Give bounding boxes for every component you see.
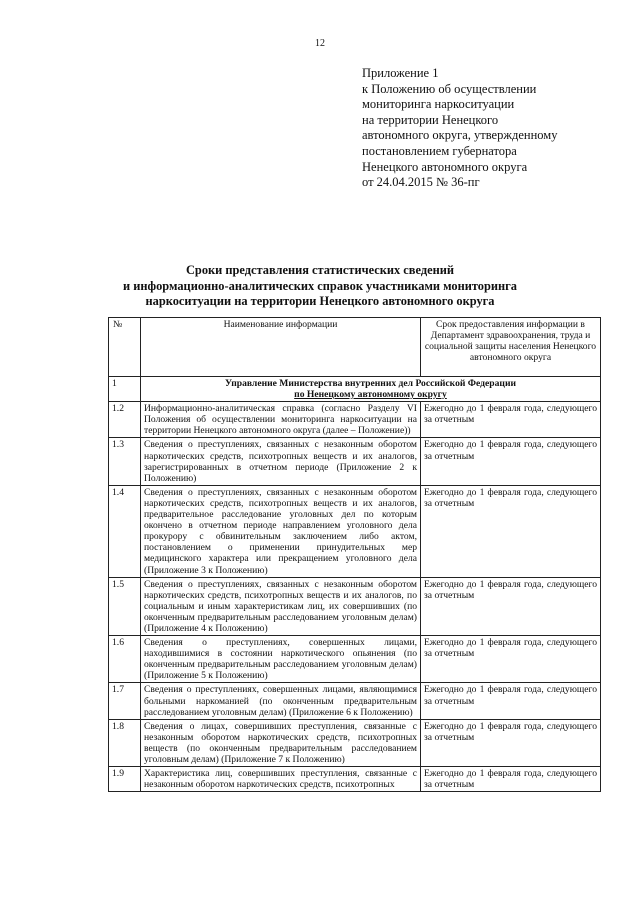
document-title [90, 263, 550, 310]
section-title-line: по Ненецкому автономному округу [294, 389, 447, 401]
row-number: 1.7 [109, 683, 141, 719]
row-term: Ежегодно до 1 февраля года, следующего за отчетным [421, 402, 601, 438]
row-number: 1.9 [109, 767, 141, 792]
row-number: 1.4 [109, 485, 141, 577]
appendix-line: Ненецкого автономного округа [362, 159, 528, 174]
title-line: и информационно-аналитических справок участниками мониторинга [123, 278, 517, 293]
row-term: Ежегодно до 1 февраля года, следующего за отчетным [421, 636, 601, 683]
table-row [109, 438, 601, 485]
appendix-line: на территории Ненецкого [362, 112, 499, 127]
row-term: Ежегодно до 1 февраля года, следующего за отчетным [421, 683, 601, 719]
title-line: Сроки представления статистических сведений [185, 263, 455, 277]
row-name: Сведения о преступлениях, связанных с незаконным оборотом наркотических средств, психотропных веществ и их аналогов, зарегистрированных в отчетном периоде (Приложение 2 к Положению) [141, 438, 421, 485]
appendix-line: от 24.04.2015 № 36-пг [362, 175, 480, 190]
table-row [109, 636, 601, 683]
row-term: Ежегодно до 1 февраля года, следующего за отчетным [421, 577, 601, 635]
header-term: Срок предоставления информации в Департамент здравоохранения, труда и социальной защиты населения Ненецкого автономного округа [421, 318, 601, 377]
row-name: Информационно-аналитическая справка (согласно Разделу VI Положения об осуществлении мониторинга наркоситуации на территории Ненецкого автономного округа (далее – Положение)) [141, 402, 421, 438]
page-number: 12 [315, 38, 325, 49]
appendix-line: к Положению об осуществлении [362, 81, 537, 96]
row-name: Сведения о преступлениях, совершенных лицами, находившимися в состоянии наркотического опьянения (по оконченным предварительным расследованием уголовным делам) (Приложение 5 к Положению) [141, 636, 421, 683]
section-row [109, 377, 601, 402]
table-row [109, 683, 601, 719]
deadlines-table [108, 317, 601, 792]
row-name: Сведения о преступлениях, связанных с незаконным оборотом наркотических средств, психотропных веществ и их аналогов, предварительное расследование уголовных дел по которым окончено в отчетном периоде направлением уголовного дела прокурору с обвинительным заключением либо актом, постановлением о применении принудительных мер медицинского характера или прекращением уголовного дела (Приложение 3 к Положению) [141, 485, 421, 577]
row-term: Ежегодно до 1 февраля года, следующего за отчетным [421, 767, 601, 792]
appendix-line: мониторинга наркоситуации [362, 97, 515, 112]
row-number: 1.3 [109, 438, 141, 485]
row-number: 1.8 [109, 719, 141, 766]
appendix-line: Приложение 1 [362, 66, 439, 80]
appendix-line: постановлением губернатора [362, 143, 517, 158]
row-name: Сведения о лицах, совершивших преступления, связанные с незаконным оборотом наркотических средств, психотропных веществ (по оконченным предварительным расследованием уголовным делам) (Приложение 7 к Положению) [141, 719, 421, 766]
appendix-line: автономного округа, утвержденному [362, 128, 558, 143]
table-row [109, 577, 601, 635]
section-number: 1 [109, 377, 141, 402]
header-name: Наименование информации [141, 318, 421, 377]
row-term: Ежегодно до 1 февраля года, следующего за отчетным [421, 719, 601, 766]
title-line: наркоситуации на территории Ненецкого автономного округа [145, 294, 495, 308]
row-name: Сведения о преступлениях, совершенных лицами, являющимися больными наркоманией (по оконченным предварительным расследованием уголовным делам) (Приложение 6 к Положению) [141, 683, 421, 719]
appendix-note [362, 66, 624, 191]
table-row [109, 485, 601, 577]
table-row [109, 402, 601, 438]
row-name: Характеристика лиц, совершивших преступления, связанные с незаконным оборотом наркотических средств, психотропных [141, 767, 421, 792]
row-term: Ежегодно до 1 февраля года, следующего за отчетным [421, 438, 601, 485]
section-title [141, 377, 601, 402]
row-term: Ежегодно до 1 февраля года, следующего за отчетным [421, 485, 601, 577]
table-row [109, 767, 601, 792]
section-title-line: Управление Министерства внутренних дел Российской Федерации [224, 378, 517, 389]
row-number: 1.2 [109, 402, 141, 438]
row-number: 1.5 [109, 577, 141, 635]
header-number: № [109, 318, 141, 377]
table-header-row [109, 318, 601, 377]
table-row [109, 719, 601, 766]
row-name: Сведения о преступлениях, связанных с незаконным оборотом наркотических средств, психотропных веществ и их аналогов, по социальным и иным характеристикам лиц, их совершивших (по оконченным предварительным расследованием уголовным делам) (Приложение 4 к Положению) [141, 577, 421, 635]
row-number: 1.6 [109, 636, 141, 683]
